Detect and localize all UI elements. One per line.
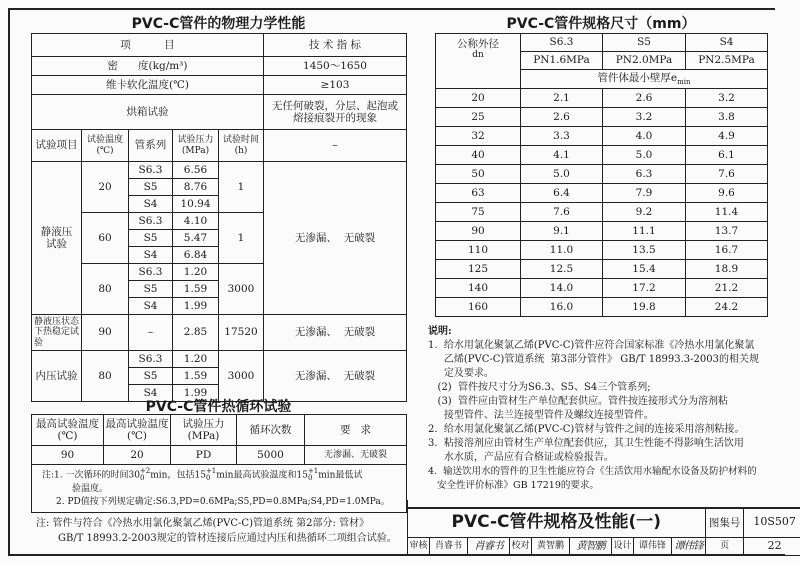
thickness-cell: 9.2 (603, 203, 686, 222)
note2: 2. PD值按下列规定确定:S6.3,PD=0.6MPa;S5,PD=0.8MPa;S4,PD=1.0MPa。 (56, 496, 390, 507)
tc-cell: PD (171, 446, 237, 465)
tolerance (308, 468, 318, 482)
atlas-number: 10S507 (744, 508, 800, 537)
tol-sub: 0 (205, 474, 211, 482)
size-table (435, 33, 768, 317)
properties-title: PVC-C管件的物理力学性能 (131, 16, 306, 32)
tc-header: 最高试验温度(℃) (32, 415, 104, 446)
title-block (407, 507, 800, 556)
header-dn-label: 公称外径 (457, 38, 499, 50)
tol-sup: +1 (307, 467, 319, 475)
series-cell: S5 (129, 179, 173, 196)
dn-cell: 32 (436, 127, 521, 146)
dn-cell: 125 (436, 260, 521, 279)
pressure-cell: 10.94 (173, 196, 219, 213)
thickness-cell: 16.0 (521, 298, 603, 317)
tc-header: 最高试验温度(℃) (104, 415, 171, 446)
series-cell: S6.3 (129, 351, 173, 368)
dn-cell: 63 (436, 184, 521, 203)
note1-continued: 验温度。 (72, 483, 109, 494)
series-cell: S6.3 (129, 213, 173, 230)
dn-cell: 160 (436, 298, 521, 317)
col-duration: 试验时间(h) (219, 130, 264, 162)
thickness-cell: 24.2 (686, 298, 768, 317)
tolerance (140, 468, 150, 482)
thermal-cycle-notes (32, 465, 407, 513)
dn-cell: 25 (436, 108, 521, 127)
series-cell: S4 (129, 196, 173, 213)
pressure-cell: 8.76 (173, 179, 219, 196)
footnote (36, 516, 397, 546)
thickness-cell: 5.0 (521, 165, 603, 184)
check-label: 校对 (510, 537, 532, 555)
thickness-cell: 19.8 (603, 298, 686, 317)
series-cell: S4 (129, 247, 173, 264)
ip-requirement: 无渗漏、 无破裂 (264, 351, 407, 402)
pressure-cell: 6.84 (173, 247, 219, 264)
hydro-temp: 60 (82, 213, 129, 264)
note1-text: min最低试 (318, 470, 363, 481)
note-line: 1. 给水用氯化聚氯乙烯(PVC-C)管件应符合国家标准《冷热水用氯化聚氯 (428, 340, 755, 351)
thermal-cycle-title: PVC-C管件热循环试验 (145, 399, 292, 415)
tc-header: 循环次数 (237, 415, 305, 446)
thickness-cell: 9.6 (686, 184, 768, 203)
internal-pressure-label: 内压试验 (32, 351, 82, 402)
pressure-cell: 1.59 (173, 368, 219, 385)
ip-temp: 80 (82, 351, 129, 402)
series-cell: S6.3 (129, 162, 173, 179)
drawing-title: PVC-C管件规格及性能(一) (408, 508, 706, 537)
tc-cell: 90 (32, 446, 104, 465)
wall-sub: min (677, 78, 691, 87)
header-index: 技 术 指 标 (264, 34, 407, 57)
note1-text: 注:1. 一次循环的时间30 (42, 470, 140, 481)
tol-sub: 0 (307, 474, 313, 482)
checker-signature: 黄智鹏 (570, 537, 612, 555)
thickness-cell: 4.0 (603, 127, 686, 146)
note-line: 安全性评价标准》GB 17219的要求。 (428, 480, 599, 491)
pressure-header: PN2.5MPa (686, 52, 768, 70)
thickness-cell: 2.1 (521, 89, 603, 108)
thickness-cell: 7.6 (686, 165, 768, 184)
series-header: S5 (603, 34, 686, 52)
thickness-cell: 14.0 (521, 279, 603, 298)
thickness-cell: 6.3 (603, 165, 686, 184)
dn-cell: 110 (436, 241, 521, 260)
properties-table (31, 33, 407, 402)
pressure-cell: 5.47 (173, 230, 219, 247)
density-value: 1450～1650 (264, 57, 407, 76)
design-label: 设计 (612, 537, 634, 555)
col-test-item: 试验项目 (32, 130, 82, 162)
tc-header: 要 求 (305, 415, 407, 446)
col-series: 管系列 (129, 130, 173, 162)
dn-cell: 140 (436, 279, 521, 298)
pressure-header: PN2.0MPa (603, 52, 686, 70)
thickness-cell: 3.2 (603, 108, 686, 127)
dn-cell: 50 (436, 165, 521, 184)
header-item: 项 目 (32, 34, 264, 57)
review-label: 审核 (408, 537, 430, 555)
thickness-cell: 5.0 (603, 146, 686, 165)
thickness-cell: 11.1 (603, 222, 686, 241)
tc-cell: 无渗漏、无破裂 (305, 446, 407, 465)
page-number: 22 (744, 537, 800, 555)
pressure-header: PN1.6MPa (521, 52, 603, 70)
thickness-cell: 7.9 (603, 184, 686, 203)
thickness-cell: 15.4 (603, 260, 686, 279)
ts-duration: 17520 (219, 315, 264, 351)
thickness-cell: 18.9 (686, 260, 768, 279)
page-frame-left (8, 8, 10, 555)
thickness-cell: 4.1 (521, 146, 603, 165)
tc-header: 试验压力(MPa) (171, 415, 237, 446)
thermal-cycle-table (31, 414, 407, 513)
ts-series: – (129, 315, 173, 351)
series-cell: S4 (129, 385, 173, 402)
hydro-temp: 80 (82, 264, 129, 315)
series-header: S4 (686, 34, 768, 52)
dn-cell: 20 (436, 89, 521, 108)
hydrostatic-label: 静液压试验 (32, 162, 82, 315)
atlas-label: 图集号 (706, 508, 744, 537)
ip-duration: 3000 (219, 351, 264, 402)
thickness-cell: 2.6 (603, 89, 686, 108)
density-label: 密 度(kg/m³) (32, 57, 264, 76)
tc-cell: 5000 (237, 446, 305, 465)
footnote-line2: GB/T 18993.2-2003规定的管材连接后应通过内压和热循环二项组合试验。 (58, 533, 397, 544)
note-line: 乙烯(PVC-C)管道系统 第3部分管件》 GB/T 18993.3-2003的相关规 (428, 354, 759, 365)
designer-name: 谭伟锋 (634, 537, 672, 555)
thickness-cell: 21.2 (686, 279, 768, 298)
series-cell: S5 (129, 230, 173, 247)
thickness-cell: 6.1 (686, 146, 768, 165)
size-title: PVC-C管件规格尺寸（mm） (506, 16, 696, 32)
note-line: 3. 粘接溶剂应由管材生产单位配套供应，其卫生性能不得影响生活饮用 (428, 438, 744, 449)
page-frame-top (8, 8, 775, 10)
thickness-cell: 4.9 (686, 127, 768, 146)
hydro-temp: 20 (82, 162, 129, 213)
note-line: (3) 管件应由管材生产单位配套供应。管件按连接形式分为溶剂粘 (428, 396, 729, 407)
reviewer-signature: 肖睿书 (468, 537, 510, 555)
pressure-cell: 1.99 (173, 385, 219, 402)
dn-cell: 75 (436, 203, 521, 222)
thickness-cell: 3.3 (521, 127, 603, 146)
dn-cell: 40 (436, 146, 521, 165)
reviewer-name: 肖睿书 (430, 537, 468, 555)
hydro-duration: 1 (219, 213, 264, 264)
oven-label: 烘箱试验 (32, 95, 264, 130)
header-dn (436, 34, 521, 89)
thickness-cell: 12.5 (521, 260, 603, 279)
pressure-cell: 1.99 (173, 298, 219, 315)
col-requirement: – (264, 130, 407, 162)
note-line: 2. 给水用氯化聚氯乙烯(PVC-C)管材与管件之间的连接采用溶剂粘接。 (428, 424, 745, 435)
pressure-cell: 1.20 (173, 351, 219, 368)
tol-sup: +1 (205, 467, 217, 475)
pressure-cell: 1.59 (173, 281, 219, 298)
pressure-cell: 4.10 (173, 213, 219, 230)
checker-name: 黄智鹏 (532, 537, 570, 555)
series-cell: S6.3 (129, 264, 173, 281)
hydro-requirement: 无渗漏、 无破裂 (264, 162, 407, 315)
tc-cell: 20 (104, 446, 171, 465)
note1-text: min最高试验温度和15 (216, 470, 308, 481)
series-header: S6.3 (521, 34, 603, 52)
ts-temp: 90 (82, 315, 129, 351)
thickness-cell: 11.4 (686, 203, 768, 222)
thickness-cell: 2.6 (521, 108, 603, 127)
thickness-cell: 13.5 (603, 241, 686, 260)
note-line: 4. 输送饮用水的管件的卫生性能应符合《生活饮用水输配水设备及防护材料的 (428, 466, 757, 477)
col-pressure: 试验压力(MPa) (173, 130, 219, 162)
note-line: 接型管件、法兰连接型管件及螺纹连接型管件。 (428, 410, 654, 421)
thermal-stability-label: 静液压状态下热稳定试验 (32, 315, 82, 351)
dn-cell: 90 (436, 222, 521, 241)
series-cell: S4 (129, 298, 173, 315)
note1-text: min，包括15 (150, 470, 206, 481)
designer-signature: 谭伟锋 (672, 537, 706, 555)
hydro-duration: 3000 (219, 264, 264, 315)
thickness-cell: 6.4 (521, 184, 603, 203)
vicat-label: 维卡软化温度(℃) (32, 76, 264, 95)
pressure-cell: 1.20 (173, 264, 219, 281)
thickness-cell: 16.7 (686, 241, 768, 260)
header-dn-symbol: dn (472, 50, 484, 61)
notes-block (428, 325, 788, 493)
thickness-cell: 13.7 (686, 222, 768, 241)
note-line: 水水质，产品应有合格证或检验报告。 (428, 452, 614, 463)
series-cell: S5 (129, 281, 173, 298)
wall-thickness-header (521, 70, 768, 89)
note-line: (2) 管件按尺寸分为S6.3、S5、S4三个管系列; (428, 382, 651, 393)
wall-label: 管件体最小壁厚e (597, 71, 678, 84)
hydro-duration: 1 (219, 162, 264, 213)
note-line: 定及要求。 (428, 368, 494, 379)
vicat-value: ≥103 (264, 76, 407, 95)
ts-pressure: 2.85 (173, 315, 219, 351)
thickness-cell: 3.8 (686, 108, 768, 127)
thickness-cell: 9.1 (521, 222, 603, 241)
tol-sup: +2 (139, 467, 151, 475)
thickness-cell: 3.2 (686, 89, 768, 108)
ts-requirement: 无渗漏、 无破裂 (264, 315, 407, 351)
tol-sub: 0 (139, 474, 145, 482)
thickness-cell: 7.6 (521, 203, 603, 222)
thickness-cell: 11.0 (521, 241, 603, 260)
notes-heading: 说明: (428, 326, 452, 337)
oven-value: 无任何破裂，分层、起泡或熔接痕裂开的现象 (264, 95, 407, 130)
thickness-cell: 17.2 (603, 279, 686, 298)
tolerance (206, 468, 216, 482)
pressure-cell: 6.56 (173, 162, 219, 179)
page-label: 页 (706, 537, 744, 555)
footnote-line1: 注: 管件与符合《冷热水用氯化聚氯乙烯(PVC-C)管道系统 第2部分: 管材》 (36, 518, 370, 529)
series-cell: S5 (129, 368, 173, 385)
col-test-temp: 试验温度(℃) (82, 130, 129, 162)
